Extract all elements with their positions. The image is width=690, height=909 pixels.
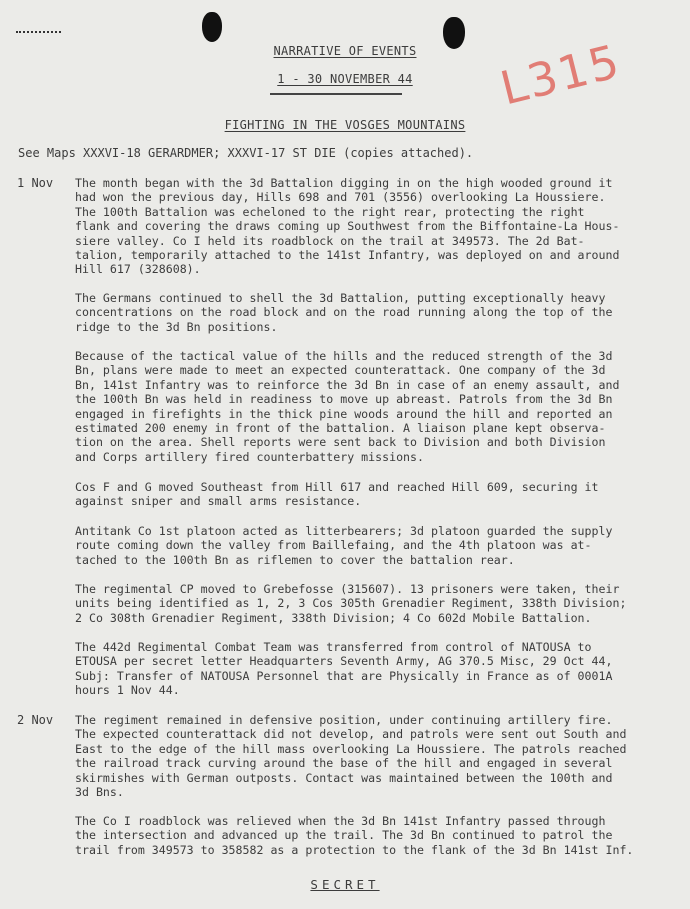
text-line: Hill 617 (328608). xyxy=(75,262,201,277)
text-line: hours 1 Nov 44. xyxy=(75,683,180,698)
text-line: engaged in firefights in the thick pine woods around the hill and reported an xyxy=(75,406,613,421)
paragraph xyxy=(75,582,645,625)
text-line: The 100th Battalion was echeloned to the right rear, protecting the right xyxy=(75,204,585,219)
text-line: estimated 200 enemy in front of the battalion. A liaison plane kept observa- xyxy=(75,421,606,436)
document-title: NARRATIVE OF EVENTS xyxy=(273,44,417,58)
paragraph xyxy=(75,640,645,698)
paragraph xyxy=(75,713,645,799)
text-line: ETOUSA per secret letter Headquarters Seventh Army, AG 370.5 Misc, 29 Oct 44, xyxy=(75,654,613,669)
text-line: units being identified as 1, 2, 3 Cos 305th Grenadier Regiment, 338th Division; xyxy=(75,596,627,611)
entry-date: 1 Nov xyxy=(17,176,54,190)
paragraph xyxy=(75,291,645,334)
security-classification: SECRET xyxy=(310,877,380,892)
text-line: The regimental CP moved to Grebefosse (315607). 13 prisoners were taken, their xyxy=(75,582,620,596)
title-rule xyxy=(270,93,402,95)
paragraph xyxy=(75,814,645,857)
text-line: the 100th Bn was held in readiness to move up abreast. Patrols from the 3d Bn xyxy=(75,392,613,407)
text-line: Antitank Co 1st platoon acted as litterbearers; 3d platoon guarded the supply xyxy=(75,524,613,538)
paragraph xyxy=(75,176,645,277)
text-line: against sniper and small arms resistance. xyxy=(75,494,362,509)
text-line: the intersection and advanced up the trail. The 3d Bn continued to patrol the xyxy=(75,828,613,843)
text-line: The Germans continued to shell the 3d Battalion, putting exceptionally heavy xyxy=(75,291,606,305)
text-line: 2 Co 308th Grenadier Regiment, 338th Division; 4 Co 602d Mobile Battalion. xyxy=(75,610,592,625)
text-line: route coming down the valley from Baillefaing, and the 4th platoon was at- xyxy=(75,538,592,553)
text-line: The regiment remained in defensive position, under continuing artillery fire. xyxy=(75,713,613,727)
entry-date: 2 Nov xyxy=(17,713,54,727)
text-line: Because of the tactical value of the hills and the reduced strength of the 3d xyxy=(75,349,613,363)
text-line: siere valley. Co I held its roadblock on the trail at 349573. The 2d Bat- xyxy=(75,233,585,248)
handwritten-stamp: L315 xyxy=(495,33,626,116)
text-line: The 442d Regimental Combat Team was transferred from control of NATOUSA to xyxy=(75,640,592,654)
text-line: 3d Bns. xyxy=(75,785,124,800)
text-line: skirmishes with German outposts. Contact was maintained between the 100th and xyxy=(75,770,613,785)
text-line: Cos F and G moved Southeast from Hill 617 and reached Hill 609, securing it xyxy=(75,480,599,494)
text-line: ridge to the 3d Bn positions. xyxy=(75,319,278,334)
text-line: flank and covering the draws coming up Southwest from the Biffontaine-La Hous- xyxy=(75,219,620,234)
text-line: and Corps artillery fired counterbattery missions. xyxy=(75,449,425,464)
paragraph xyxy=(75,480,645,509)
text-line: Bn, 141st Infantry was to reinforce the 3d Bn in case of an enemy assault, and xyxy=(75,377,620,392)
paragraph xyxy=(75,349,645,464)
text-line: tion on the area. Shell reports were sent back to Division and both Division xyxy=(75,435,606,450)
text-line: The month began with the 3d Battalion digging in on the high wooded ground it xyxy=(75,176,613,190)
text-line: Subj: Transfer of NATOUSA Personnel that are Physically in France as of 0001A xyxy=(75,668,613,683)
text-line: talion, temporarily attached to the 141st Infantry, was deployed on and around xyxy=(75,248,620,263)
ink-speck xyxy=(16,31,61,35)
maps-reference: See Maps XXXVI-18 GERARDMER; XXXVI-17 ST DIE (copies attached). xyxy=(18,146,474,160)
text-line: East to the edge of the hill mass overlooking La Houssiere. The patrols reached xyxy=(75,741,627,756)
text-line: tached to the 100th Bn as riflemen to cover the battalion rear. xyxy=(75,552,515,567)
paragraph xyxy=(75,524,645,567)
document-subtitle: FIGHTING IN THE VOSGES MOUNTAINS xyxy=(224,118,466,132)
text-line: Bn, plans were made to meet an expected counterattack. One company of the 3d xyxy=(75,363,606,378)
text-line: trail from 349573 to 358582 as a protection to the flank of the 3d Bn 141st Inf. xyxy=(75,842,634,857)
punch-hole-left xyxy=(202,12,222,42)
document-period: 1 - 30 NOVEMBER 44 xyxy=(277,72,413,86)
text-line: concentrations on the road block and on the road running along the top of the xyxy=(75,305,613,320)
text-line: The expected counterattack did not develop, and patrols were sent out South and xyxy=(75,727,627,742)
text-line: The Co I roadblock was relieved when the 3d Bn 141st Infantry passed through xyxy=(75,814,606,828)
text-line: the railroad track curving around the base of the hill and engaged in several xyxy=(75,756,613,771)
text-line: had won the previous day, Hills 698 and 701 (3556) overlooking La Houssiere. xyxy=(75,190,606,205)
